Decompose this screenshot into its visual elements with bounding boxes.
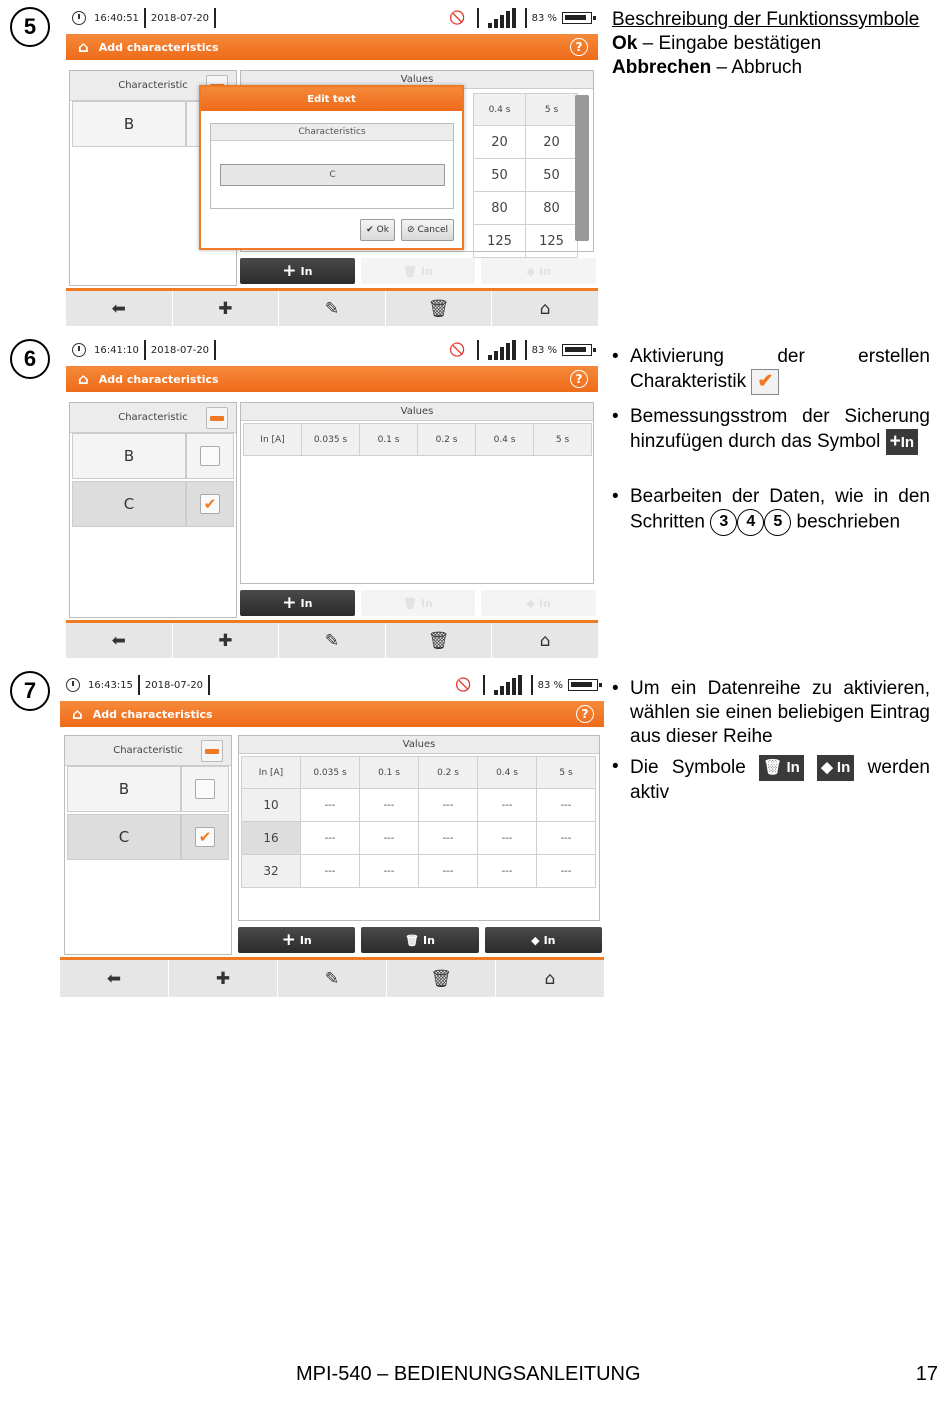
screen-title: Add characteristics — [92, 707, 213, 721]
add-in-button[interactable]: + In — [238, 927, 355, 953]
help-icon[interactable]: ? — [570, 370, 588, 388]
title-bar — [60, 701, 604, 727]
paint-bucket-icon: ◆ — [526, 264, 535, 278]
status-time: 16:41:10 — [94, 344, 139, 356]
trash-icon[interactable]: 🗑 — [386, 291, 493, 326]
cancel-button[interactable]: ⊘ Cancel — [401, 219, 454, 241]
edit-pencil-icon[interactable]: ✎ — [279, 291, 386, 326]
paint-bucket-icon: ◆ — [531, 933, 540, 947]
step-number-7: 7 — [10, 671, 50, 711]
back-arrow-icon[interactable]: ⬅ — [66, 623, 173, 658]
dialog-title: Edit text — [201, 87, 462, 111]
delete-in-button[interactable]: 🗑 In — [361, 590, 476, 616]
bullet-item: • Aktivierung der erstellen Charakteristik ✔ — [612, 345, 930, 395]
step-6-text — [612, 345, 930, 536]
trash-icon: 🗑 — [403, 264, 418, 278]
ok-button[interactable]: ✔ Ok — [360, 219, 395, 241]
characteristic-checkbox-checked[interactable]: ✔ — [200, 494, 220, 514]
help-icon[interactable]: ? — [570, 38, 588, 56]
characteristic-header: Characteristic — [70, 403, 236, 433]
table-row[interactable]: 20 20 — [474, 126, 578, 159]
page-number: 17 — [915, 1363, 938, 1385]
no-sd-card-icon: 🚫 — [449, 10, 466, 26]
table-row-selected[interactable]: 16 --- --- --- --- --- — [242, 822, 596, 855]
battery-icon — [562, 12, 592, 24]
help-icon[interactable]: ? — [576, 705, 594, 723]
battery-percent: 83 % — [537, 679, 563, 691]
screen-title: Add characteristics — [98, 372, 219, 386]
characteristic-name-input[interactable]: C — [220, 164, 445, 186]
clock-icon — [66, 678, 80, 692]
home-icon[interactable]: ⌂ — [544, 968, 556, 989]
footer-title: MPI-540 – BEDIENUNGSANLEITUNG — [296, 1363, 641, 1385]
plus-icon: + — [282, 593, 297, 613]
bullet-item: • Bearbeiten der Daten, wie in den Schritten 3 4 5 beschrieben — [612, 485, 930, 536]
bullet-item: • Die Symbole 🗑 In ◆ In werden aktiv — [612, 755, 930, 805]
bottom-toolbar — [66, 288, 598, 326]
no-sd-card-icon: 🚫 — [449, 342, 466, 358]
characteristic-panel — [64, 735, 232, 955]
bullet-item: • Um ein Datenreihe zu aktivieren, wählen sie einen beliebigen Eintrag aus dieser Reihe — [612, 677, 930, 749]
trash-icon: 🗑 — [403, 596, 418, 610]
trash-icon[interactable]: 🗑 — [386, 623, 493, 658]
title-bar — [66, 366, 598, 392]
home-icon[interactable]: ⌂ — [78, 38, 89, 56]
home-icon[interactable]: ⌂ — [539, 630, 551, 651]
no-sd-card-icon: 🚫 — [455, 677, 472, 693]
step-7-text — [612, 677, 930, 805]
bullet-item: • Bemessungsstrom der Sicherung hinzufügen durch das Symbol +In — [612, 405, 930, 455]
checkmark-icon: ✔ — [366, 225, 374, 235]
characteristic-checkbox[interactable] — [200, 446, 220, 466]
battery-percent: 83 % — [531, 12, 557, 24]
status-bar — [66, 334, 598, 366]
signal-bars-icon — [488, 8, 516, 28]
select-all-checkbox[interactable] — [206, 407, 228, 429]
dialog-content-box — [210, 123, 454, 209]
characteristic-row[interactable]: B — [70, 101, 236, 149]
add-in-button[interactable]: + In — [240, 258, 355, 284]
add-icon[interactable]: ✚ — [169, 960, 278, 997]
characteristic-checkbox[interactable] — [195, 779, 215, 799]
status-date: 2018-07-20 — [150, 12, 210, 24]
title-bar — [66, 34, 598, 60]
clock-icon — [72, 11, 86, 25]
clear-in-button[interactable]: ◆ In — [481, 590, 596, 616]
values-panel — [240, 402, 594, 584]
delete-in-icon: 🗑 In — [759, 755, 804, 781]
plus-icon: + — [281, 930, 296, 950]
action-row — [240, 590, 596, 616]
table-row[interactable]: 80 80 — [474, 192, 578, 225]
status-date: 2018-07-20 — [150, 344, 210, 356]
table-row[interactable]: 32 --- --- --- --- --- — [242, 855, 596, 888]
bottom-toolbar — [60, 957, 604, 997]
status-time: 16:43:15 — [88, 679, 133, 691]
action-row — [238, 927, 602, 953]
edit-pencil-icon[interactable]: ✎ — [279, 623, 386, 658]
add-in-icon: +In — [886, 429, 918, 455]
action-row — [240, 258, 596, 284]
home-icon[interactable]: ⌂ — [72, 705, 83, 723]
select-all-checkbox[interactable] — [201, 740, 223, 762]
signal-bars-icon — [488, 340, 516, 360]
table-row[interactable]: 50 50 — [474, 159, 578, 192]
characteristic-header: Characteristic — [70, 71, 236, 101]
bottom-toolbar — [66, 620, 598, 658]
step-5-text: Beschreibung der Funktionssymbole Ok – Eingabe bestätigen Abbrechen – Abbruch — [612, 8, 930, 80]
status-bar — [60, 669, 604, 701]
back-arrow-icon[interactable]: ⬅ — [66, 291, 173, 326]
battery-percent: 83 % — [531, 344, 557, 356]
screen-step-7 — [60, 669, 604, 997]
table-row[interactable]: 10 --- --- --- --- --- — [242, 789, 596, 822]
characteristic-row[interactable]: B — [65, 766, 231, 814]
screen-step-5 — [66, 2, 598, 326]
trash-icon[interactable]: 🗑 — [387, 960, 496, 997]
values-panel — [238, 735, 600, 921]
characteristic-row[interactable]: B — [70, 433, 236, 481]
back-arrow-icon[interactable]: ⬅ — [60, 960, 169, 997]
scrollbar[interactable] — [575, 95, 589, 241]
values-table: In [A] 0.035 s 0.1 s 0.2 s 0.4 s 5 s — [243, 423, 592, 456]
screen-step-6 — [66, 334, 598, 658]
add-in-button[interactable]: + In — [240, 590, 355, 616]
plus-icon: + — [282, 261, 297, 281]
characteristic-panel — [69, 402, 237, 618]
step-ref-3: 3 — [710, 509, 737, 536]
delete-in-button[interactable]: 🗑 In — [361, 927, 478, 953]
cancel-icon: ⊘ — [406, 225, 415, 235]
home-icon[interactable]: ⌂ — [539, 298, 551, 319]
clear-in-icon: ◆ In — [817, 755, 854, 781]
characteristic-header: Characteristic — [65, 736, 231, 766]
step-ref-5: 5 — [764, 509, 791, 536]
values-header: Values — [241, 403, 593, 421]
trash-icon: 🗑 — [405, 933, 419, 947]
paint-bucket-icon: ◆ — [526, 596, 535, 610]
table-row[interactable]: 125 125 — [474, 225, 578, 258]
characteristic-checkbox-checked[interactable]: ✔ — [195, 827, 215, 847]
status-date: 2018-07-20 — [144, 679, 204, 691]
status-bar — [66, 2, 598, 34]
battery-icon — [568, 679, 598, 691]
edit-text-dialog — [199, 85, 464, 250]
step-number-6: 6 — [10, 339, 50, 379]
values-header: Values — [241, 71, 593, 89]
characteristic-row[interactable]: C ✔ — [65, 814, 231, 862]
add-icon[interactable]: ✚ — [173, 623, 280, 658]
values-table: 0.4 s 5 s 20 20 50 50 80 80 125 125 — [473, 93, 578, 258]
add-icon[interactable]: ✚ — [173, 291, 280, 326]
step-ref-4: 4 — [737, 509, 764, 536]
delete-in-button[interactable]: 🗑 In — [361, 258, 476, 284]
values-table: In [A] 0.035 s 0.1 s 0.2 s 0.4 s 5 s 10 --- --- --- --- --- 16 --- --- --- --- --- 32 --- --- --- --- --- — [241, 756, 596, 888]
characteristic-row[interactable]: C ✔ — [70, 481, 236, 529]
values-header: Values — [239, 736, 599, 754]
dialog-box-header: Characteristics — [211, 124, 453, 141]
step-number-5: 5 — [10, 7, 50, 47]
signal-bars-icon — [494, 675, 522, 695]
clear-in-button[interactable]: ◆ In — [481, 258, 596, 284]
home-icon[interactable]: ⌂ — [78, 370, 89, 388]
clear-in-button[interactable]: ◆ In — [485, 927, 602, 953]
clock-icon — [72, 343, 86, 357]
edit-pencil-icon[interactable]: ✎ — [278, 960, 387, 997]
section-heading: Beschreibung der Funktionssymbole — [612, 9, 920, 30]
checkbox-checked-icon: ✔ — [751, 369, 779, 395]
screen-title: Add characteristics — [98, 40, 219, 54]
status-time: 16:40:51 — [94, 12, 139, 24]
battery-icon — [562, 344, 592, 356]
